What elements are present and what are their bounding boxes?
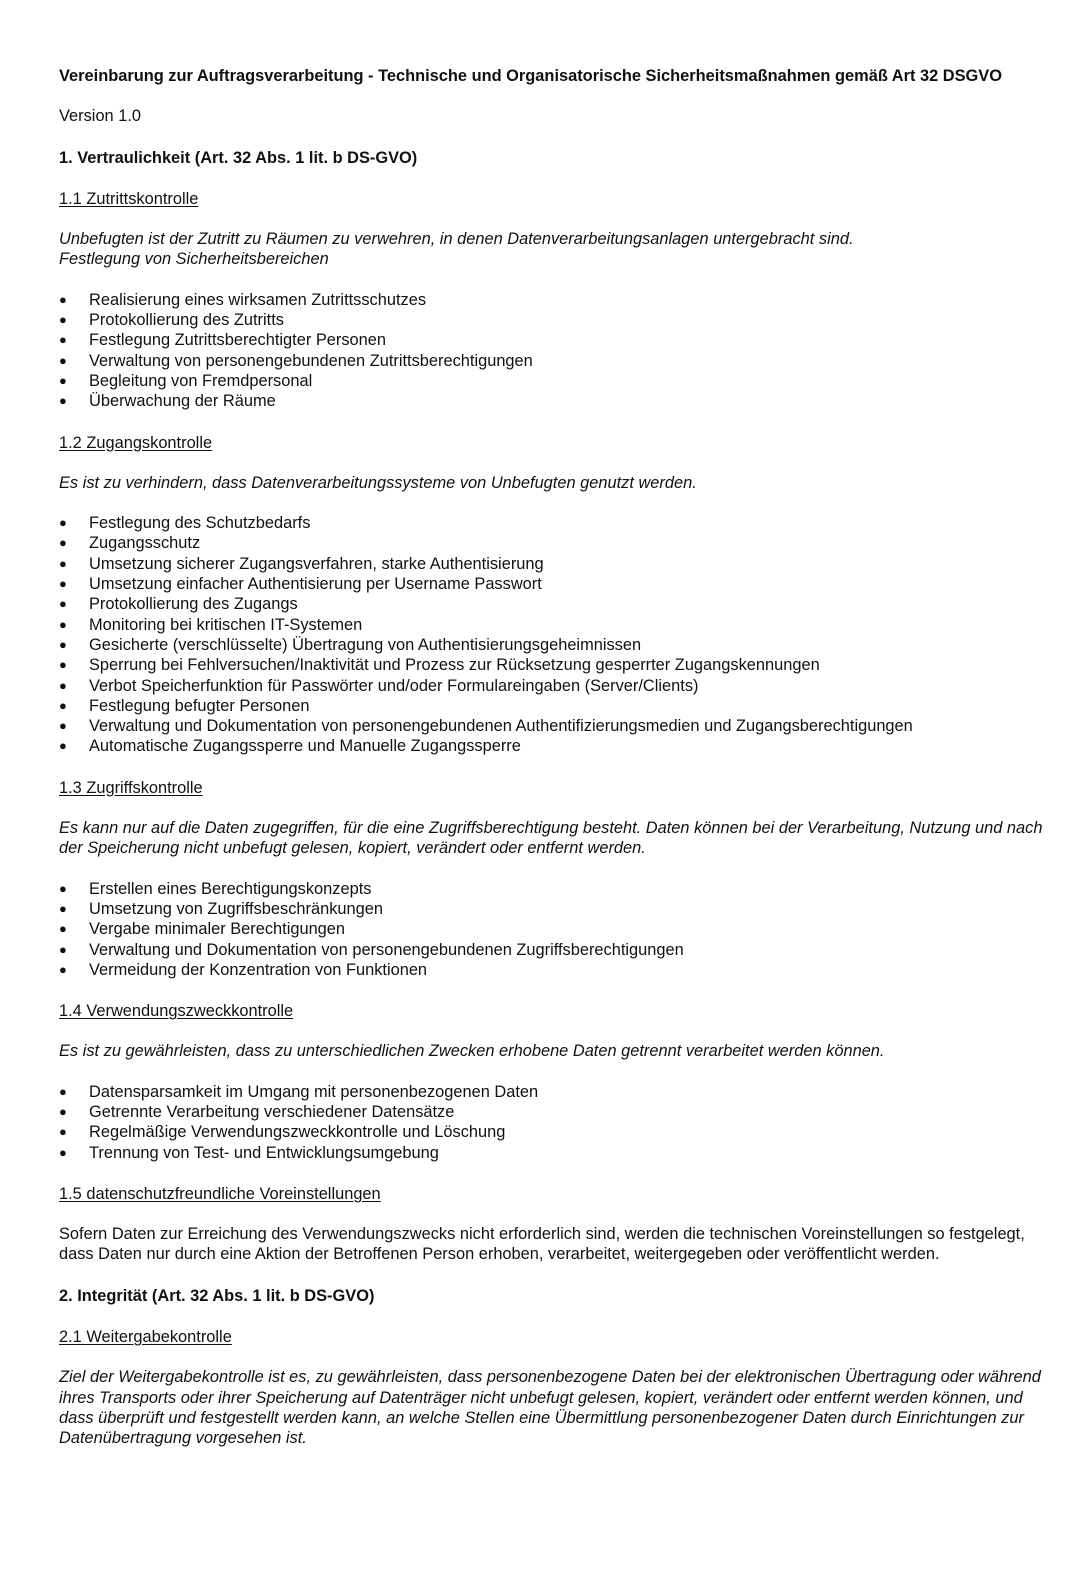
subsection-1-1-intro (59, 229, 1049, 270)
intro-line-2: Festlegung von Sicherheitsbereichen (59, 250, 329, 269)
document-version: Version 1.0 (59, 107, 142, 126)
list-item: ● Erstellen eines Berechtigungskonzepts (59, 879, 1049, 899)
section-2-heading: 2. Integrität (Art. 32 Abs. 1 lit. b DS-GVO) (59, 1286, 375, 1305)
list-item: ● Umsetzung von Zugriffsbeschränkungen (59, 899, 1049, 919)
subsection-1-4-title: 1.4 Verwendungszweckkontrolle (59, 1002, 294, 1021)
list-item: ● Festlegung Zutrittsberechtigter Personen (59, 330, 1049, 350)
list-item: ● Gesicherte (verschlüsselte) Übertragung von Authentisierungsgeheimnissen (59, 635, 1049, 655)
list-item: ● Realisierung eines wirksamen Zutrittsschutzes (59, 290, 1049, 310)
subsection-1-2-title: 1.2 Zugangskontrolle (59, 433, 213, 452)
list-item: ● Verwaltung von personengebundenen Zutrittsberechtigungen (59, 351, 1049, 371)
subsection-1-1-title: 1.1 Zutrittskontrolle (59, 189, 199, 208)
subsection-1-4-list (59, 1082, 1049, 1163)
list-item: ● Festlegung befugter Personen (59, 696, 1049, 716)
subsection-1-5-title: 1.5 datenschutzfreundliche Voreinstellungen (59, 1184, 381, 1203)
list-item: ● Vergabe minimaler Berechtigungen (59, 919, 1049, 939)
list-item: ● Umsetzung sicherer Zugangsverfahren, starke Authentisierung (59, 554, 1049, 574)
list-item: ● Sperrung bei Fehlversuchen/Inaktivität und Prozess zur Rücksetzung gesperrter Zugangskennungen (59, 655, 1049, 675)
subsection-1-3-title: 1.3 Zugriffskontrolle (59, 778, 203, 797)
list-item: ● Zugangsschutz (59, 533, 1049, 553)
list-item: ● Automatische Zugangssperre und Manuelle Zugangssperre (59, 736, 1049, 756)
list-item: ● Getrennte Verarbeitung verschiedener Datensätze (59, 1102, 1049, 1122)
list-item: ● Verwaltung und Dokumentation von personengebundenen Zugriffsberechtigungen (59, 940, 1049, 960)
list-item: ● Verbot Speicherfunktion für Passwörter und/oder Formulareingaben (Server/Clients) (59, 676, 1049, 696)
subsection-1-5-text: Sofern Daten zur Erreichung des Verwendungszwecks nicht erforderlich sind, werden die technischen Voreinstellungen so festgelegt, dass Daten nur durch eine Aktion der Betroffenen Person erhoben, verarbeitet, weitergegeben oder veröffentlicht werden. (59, 1225, 1025, 1264)
subsection-1-3-list (59, 879, 1049, 980)
list-item: ● Festlegung des Schutzbedarfs (59, 513, 1049, 533)
subsection-1-4-intro: Es ist zu gewährleisten, dass zu unterschiedlichen Zwecken erhobene Daten getrennt verarbeitet werden können. (59, 1042, 885, 1061)
subsection-1-2-intro: Es ist zu verhindern, dass Datenverarbeitungssysteme von Unbefugten genutzt werden. (59, 473, 697, 492)
intro-line-1: Unbefugten ist der Zutritt zu Räumen zu verwehren, in denen Datenverarbeitungsanlagen untergebracht sind. (59, 230, 854, 249)
subsection-1-2-list (59, 513, 1049, 757)
list-item: ● Überwachung der Räume (59, 391, 1049, 411)
subsection-1-1-list (59, 290, 1049, 412)
list-item: ● Protokollierung des Zugangs (59, 594, 1049, 614)
list-item: ● Begleitung von Fremdpersonal (59, 371, 1049, 391)
list-item: ● Regelmäßige Verwendungszweckkontrolle und Löschung (59, 1122, 1049, 1142)
list-item: ● Monitoring bei kritischen IT-Systemen (59, 615, 1049, 635)
list-item: ● Protokollierung des Zutritts (59, 310, 1049, 330)
list-item: ● Umsetzung einfacher Authentisierung per Username Passwort (59, 574, 1049, 594)
subsection-1-3-intro: Es kann nur auf die Daten zugegriffen, für die eine Zugriffsberechtigung besteht. Daten können bei der Verarbeitung, Nutzung und nach der Speicherung nicht unbefugt gelesen, kopiert, verändert oder entfernt werden. (59, 819, 1043, 858)
list-item: ● Verwaltung und Dokumentation von personengebundenen Authentifizierungsmedien und Zugangsberechtigungen (59, 716, 1049, 736)
document-page (59, 66, 1049, 1449)
document-title: Vereinbarung zur Auftragsverarbeitung - Technische und Organisatorische Sicherheitsmaßnahmen gemäß Art 32 DSGVO (59, 67, 1002, 85)
section-1-heading: 1. Vertraulichkeit (Art. 32 Abs. 1 lit. b DS-GVO) (59, 148, 418, 167)
list-item: ● Trennung von Test- und Entwicklungsumgebung (59, 1143, 1049, 1163)
subsection-2-1-intro: Ziel der Weitergabekontrolle ist es, zu gewährleisten, dass personenbezogene Daten bei der elektronischen Übertragung oder während ihres Transports oder ihrer Speicherung auf Datenträger nicht unbefugt gelesen, kopiert, verändert oder entfernt werden können, und dass überprüft und festgestellt werden kann, an welche Stellen eine Übermittlung personenbezogener Daten durch Einrichtungen zur Datenübertragung vorgesehen ist. (59, 1368, 1041, 1448)
subsection-2-1-title: 2.1 Weitergabekontrolle (59, 1328, 232, 1347)
list-item: ● Vermeidung der Konzentration von Funktionen (59, 960, 1049, 980)
list-item: ● Datensparsamkeit im Umgang mit personenbezogenen Daten (59, 1082, 1049, 1102)
